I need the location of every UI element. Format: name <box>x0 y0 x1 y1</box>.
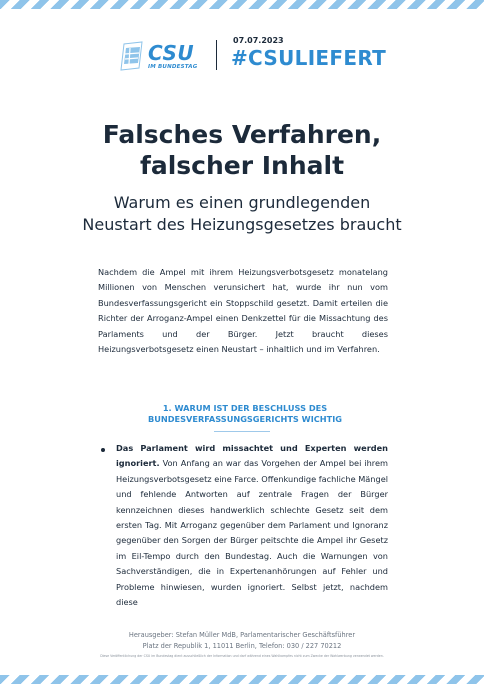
bullet-paragraph <box>116 441 388 610</box>
intro-paragraph: Nachdem die Ampel mit ihrem Heizungsverbotsgesetz monatelang Millionen von Menschen verunsichert hat, wurde ihr nun vom Bundesverfassungsgericht ein Stoppschild gesetzt. Damit erteilen die Richter der Arroganz-Ampel einen Denkzettel für die Missachtung des Parlaments und der Bürger. Jetzt braucht dieses Heizungsverbotsgesetz einen Neustart – inhaltlich und im Verfahren. <box>98 267 388 355</box>
logo-subtext: IM BUNDESTAG <box>148 64 198 70</box>
section-heading-line-2: BUNDESVERFASSUNGSGERICHTS WICHTIG <box>148 414 342 424</box>
bullet-bold-lead: Das Parlament wird missachtet und Experten werden ignoriert. <box>116 443 388 469</box>
publication-date: 07.07.2023 <box>233 36 284 45</box>
header-divider <box>216 40 217 70</box>
top-stripe-border <box>0 0 484 9</box>
bottom-stripe-border <box>0 675 484 684</box>
section-heading <box>120 403 370 425</box>
title-line-1: Falsches Verfahren, <box>102 120 382 149</box>
section-heading-line-1: 1. WARUM IST DER BESCHLUSS DES <box>162 403 328 413</box>
footer-publisher: Herausgeber: Stefan Müller MdB, Parlamentarischer Geschäftsführer <box>128 631 356 639</box>
footer-address: Platz der Republik 1, 11011 Berlin, Telefon: 030 / 227 70212 <box>142 642 342 650</box>
subtitle-line-1: Warum es einen grundlegenden <box>113 193 371 212</box>
footer-disclaimer: Diese Veröffentlichung der CSU im Bundestag dient ausschließlich der Information und darf während eines Wahlkampfes nicht zum Zwecke der Wahlwerbung verwendet werden. <box>100 654 384 658</box>
bullet-text: Von Anfang an war das Vorgehen der Ampel bei ihrem Heizungsverbotsgesetz eine Farce. Offenkundige fachliche Mängel und fehlende Antworten auf zentrale Fragen der Bürger kennzeichnen dieses handwerklich schlechte Gesetz seit dem ersten Tag. Mit Arroganz gegenüber dem Parlament und Ignoranz gegenüber den Sorgen der Bürger peitschte die Ampel ihr Gesetz im Eil-Tempo durch den Bundestag. Auch die Warnungen von Sachverständigen, die in Expertenanhörungen auf Fehler und Probleme hinwiesen, wurden ignoriert. Selbst jetzt, nachdem diese <box>116 458 388 608</box>
title-line-2: falscher Inhalt <box>139 151 345 180</box>
section-divider <box>214 431 270 432</box>
subtitle-line-2: Neustart des Heizungsgesetzes braucht <box>82 215 402 234</box>
hashtag-heading: #CSULIEFERT <box>231 46 387 70</box>
logo-text: CSU <box>148 41 195 65</box>
csu-logo <box>118 40 204 76</box>
bullet-dot-icon <box>101 448 105 452</box>
csu-lion-flag-icon <box>118 40 146 72</box>
